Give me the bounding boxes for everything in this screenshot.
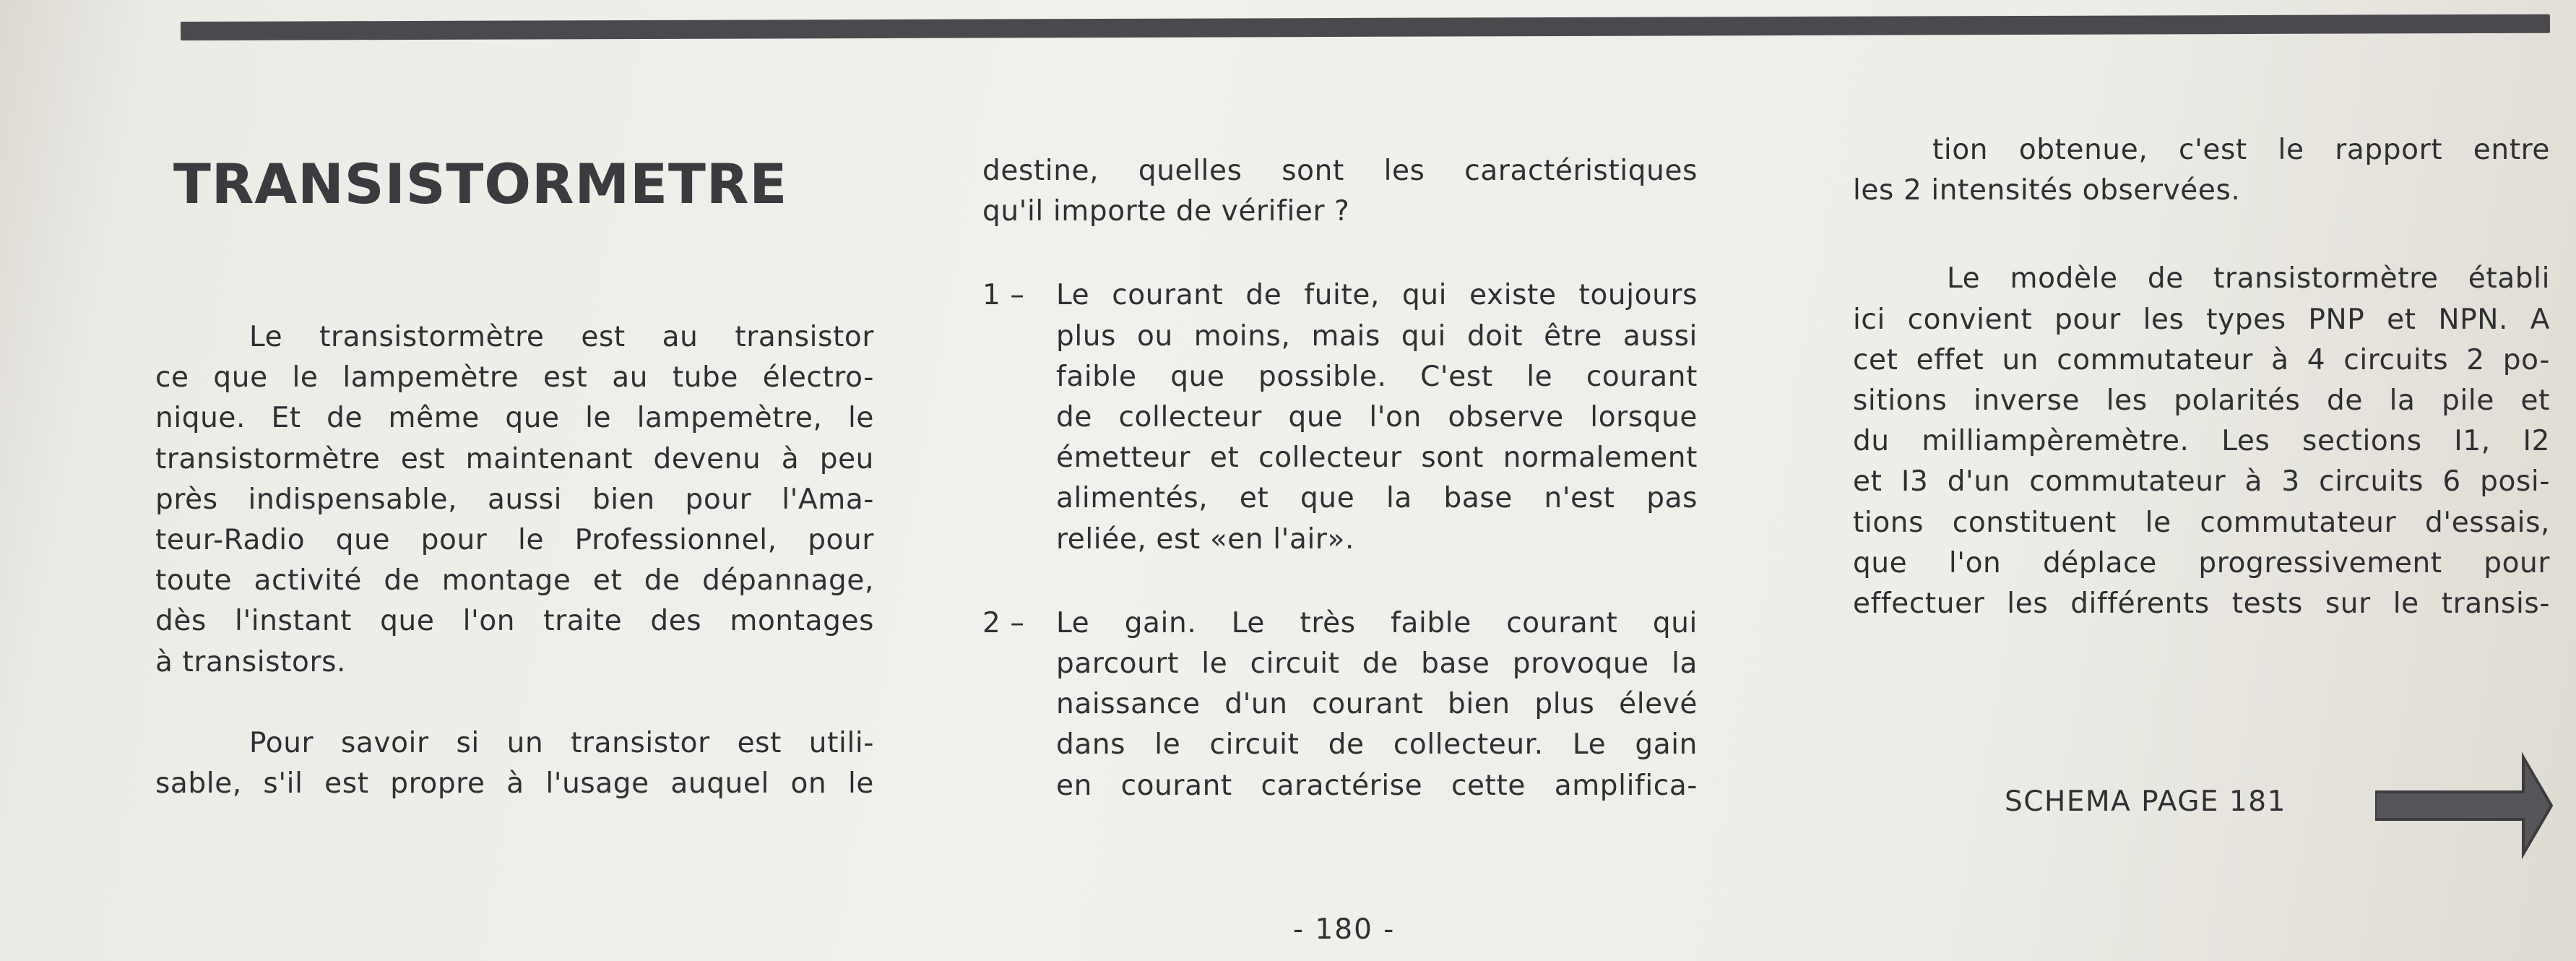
top-rule — [181, 14, 2550, 40]
text-line: Le transistormètre est au transistor — [249, 321, 874, 353]
text-line: reliée, est «en l'air». — [1056, 522, 1354, 556]
text-line: teur-Radio que pour le Professionnel, pour — [155, 524, 874, 557]
list-item — [982, 603, 1698, 806]
text-line: Pour savoir si un transistor est utili- — [249, 726, 874, 759]
column-2 — [982, 151, 1698, 806]
text-line: toute activité de montage et de dépannage, — [155, 564, 874, 598]
column-1 — [155, 317, 874, 804]
text-line: à transistors. — [155, 645, 347, 678]
text-line: sable, s'il est propre à l'usage auquel on le — [155, 767, 874, 801]
text-line: les 2 intensités observées. — [1853, 174, 2241, 207]
text-line: naissance d'un courant bien plus élevé — [1056, 688, 1698, 721]
text-line: Le modèle de transistormètre établi — [1947, 262, 2550, 296]
text-line: parcourt le circuit de base provoque la — [1056, 647, 1698, 681]
column-3 — [1853, 130, 2550, 624]
text-line: du milliampèremètre. Les sections I1, I2 — [1853, 425, 2550, 458]
list-number: 1 – — [982, 279, 1025, 312]
text-line: Le courant de fuite, qui existe toujours — [1056, 279, 1698, 312]
text-line: destine, quelles sont les caractéristiques — [982, 155, 1698, 187]
list-number: 2 – — [982, 606, 1025, 639]
text-line: faible que possible. C'est le courant — [1056, 360, 1698, 393]
article-title: TRANSISTORMETRE — [173, 152, 788, 216]
text-line: qu'il importe de vérifier ? — [982, 195, 1350, 228]
text-line: près indispensable, aussi bien pour l'Ama- — [155, 483, 874, 516]
arrow-right-icon — [2375, 751, 2556, 860]
text-line: ici convient pour les types PNP et NPN. A — [1853, 303, 2550, 336]
text-line: alimentés, et que la base n'est pas — [1056, 482, 1698, 515]
text-line: Le gain. Le très faible courant qui — [1056, 606, 1698, 639]
text-line: effectuer les différents tests sur le transis- — [1853, 587, 2550, 621]
text-line: que l'on déplace progressivement pour — [1853, 546, 2550, 579]
text-line: dans le circuit de collecteur. Le gain — [1056, 728, 1698, 762]
text-line: transistormètre est maintenant devenu à peu — [155, 442, 874, 475]
text-line: tion obtenue, c'est le rapport entre — [1932, 134, 2550, 166]
text-line: ce que le lampemètre est au tube électro- — [155, 361, 874, 395]
schema-page-reference: SCHEMA PAGE 181 — [2005, 785, 2286, 818]
page-number: - 180 - — [1293, 913, 1396, 946]
text-line: plus ou moins, mais qui doit être aussi — [1056, 319, 1698, 353]
list-item — [982, 275, 1698, 559]
text-line: dès l'instant que l'on traite des montages — [155, 605, 874, 638]
text-line: de collecteur que l'on observe lorsque — [1056, 401, 1698, 434]
text-line: tions constituent le commutateur d'essais, — [1853, 506, 2550, 539]
text-line: et I3 d'un commutateur à 3 circuits 6 posi- — [1853, 465, 2550, 499]
text-line: cet effet un commutateur à 4 circuits 2 po- — [1853, 343, 2550, 376]
text-line: émetteur et collecteur sont normalement — [1056, 441, 1698, 475]
text-line: sitions inverse les polarités de la pile et — [1853, 384, 2550, 418]
text-line: en courant caractérise cette amplifica- — [1056, 769, 1698, 802]
text-line: nique. Et de même que le lampemètre, le — [155, 402, 874, 435]
